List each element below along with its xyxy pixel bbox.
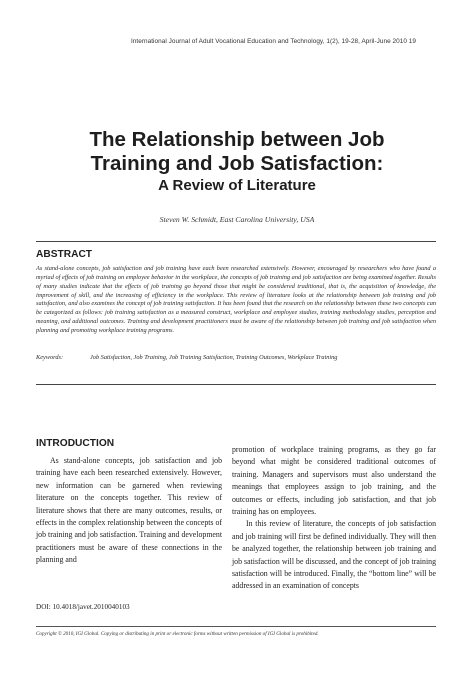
running-head: International Journal of Adult Vocational Education and Technology, 1(2), 19-28, April-June 2010 19 <box>130 38 416 45</box>
title-block <box>30 128 444 195</box>
intro-paragraph-1-continued: promotion of workplace training programs, as they go far beyond what might be considered traditional outcomes of training. Managers and supervisors must also understand the meanings that employees assign to job training, and the outcomes or effects, including job satisfaction, and that job training has on employees. <box>232 445 436 517</box>
intro-paragraph-1: As stand-alone concepts, job satisfaction and job training have each been researched extensively. However, new information can be garnered when reviewing literature on the concepts together. This review of literature shows that there are many outcomes, results, or effects in the complex relationship between the concepts of job training and job satisfaction. Training and development practitioners must be aware of these connections in the planning and <box>36 456 222 565</box>
abstract-body: As stand-alone concepts, job satisfaction and job training have each been researched extensively. However, encouraged by researchers who have found a myriad of effects of job training on employee behavior in the workplace, the concepts of job training and job satisfaction are being examined together. Results of many studies indicate that the effects of job training go beyond those that might be considered traditional, that is, the acquisition of knowledge, the improvement of skill, and the increasing of efficiency in the workplace. This review of literature looks at the relationship between job training and job satisfaction, and also examines the concept of job training satisfaction. It has been found that the research on the relationship between these two concepts can be categorized as follows: job training satisfaction as a measured construct, workplace and employee studies, training methodology studies, perception and meaning, and additional outcomes. Training and development practitioners must be aware of the relationship between job training and job satisfaction when planning and promoting workplace training programs. <box>36 265 436 334</box>
author-line: Steven W. Schmidt, East Carolina University, USA <box>159 215 315 224</box>
abstract-bottom-rule <box>36 384 436 385</box>
right-column <box>232 444 436 593</box>
abstract-heading: ABSTRACT <box>36 249 93 260</box>
doi-line: DOI: 10.4018/javet.2010040103 <box>36 603 130 611</box>
subtitle: A Review of Literature <box>158 177 316 194</box>
intro-paragraph-2: In this review of literature, the concepts of job satisfaction and job training will first be defined individually. They will then be analyzed together, the relationship between job training and job satisfaction will be discussed, and the concept of job training satisfaction will be introduced. Finally, the “bottom line” will be addressed in an examination of concepts <box>232 519 436 591</box>
title-line-1: The Relationship between Job <box>89 128 385 151</box>
keywords-label: Keywords: <box>36 354 64 361</box>
left-column <box>36 455 222 567</box>
abstract-top-rule <box>36 241 436 242</box>
introduction-heading: INTRODUCTION <box>36 438 115 449</box>
copyright-notice: Copyright © 2010, IGI Global. Copying or distributing in print or electronic forms without written permission of IGI Global is prohibited. <box>36 631 319 637</box>
footer-rule <box>36 626 436 627</box>
keywords-text: Job Satisfaction, Job Training, Job Training Satisfaction, Training Outcomes, Workplace Training <box>90 354 338 361</box>
title-line-2: Training and Job Satisfaction: <box>90 152 384 175</box>
